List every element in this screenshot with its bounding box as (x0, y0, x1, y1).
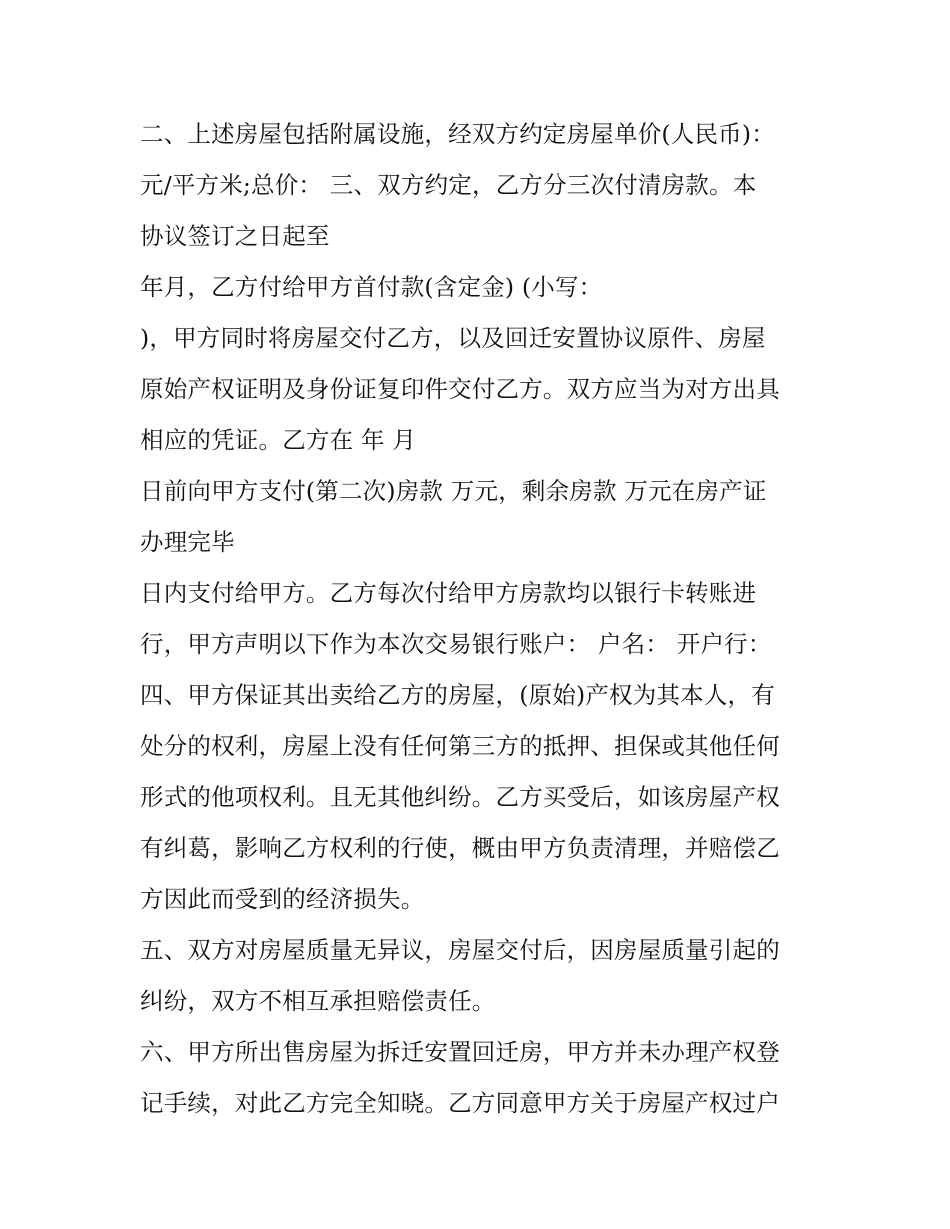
document-body (140, 109, 830, 1129)
text-line: 二、上述房屋包括附属设施，经双方约定房屋单价(人民币)： (140, 120, 775, 148)
text-line: 形式的他项权利。且无其他纠纷。乙方买受后，如该房屋产权 (140, 783, 780, 811)
text-line: 原始产权证明及身份证复印件交付乙方。双方应当为对方出具 (140, 375, 780, 403)
text-line: 办理完毕 (140, 528, 235, 556)
text-line: 协议签订之日起至 (140, 222, 330, 250)
text-line: 年月，乙方付给甲方首付款(含定金) (小写： (140, 273, 603, 301)
text-line: 日前向甲方支付(第二次)房款 万元，剩余房款 万元在房产证 (140, 477, 767, 505)
text-line: 处分的权利，房屋上没有任何第三方的抵押、担保或其他任何 (140, 732, 780, 760)
text-line: 四、甲方保证其出卖给乙方的房屋，(原始)产权为其本人，有 (140, 681, 775, 709)
text-line: 元/平方米;总价： 三、双方约定，乙方分三次付清房款。本 (140, 171, 757, 199)
text-line: )，甲方同时将房屋交付乙方，以及回迁安置协议原件、房屋 (140, 324, 766, 352)
text-line: 有纠葛，影响乙方权利的行使，概由甲方负责清理，并赔偿乙 (140, 834, 780, 862)
text-line: 六、甲方所出售房屋为拆迁安置回迁房，甲方并未办理产权登 (140, 1038, 780, 1066)
text-line: 纠纷，双方不相互承担赔偿责任。 (140, 987, 496, 1015)
text-line: 五、双方对房屋质量无异议，房屋交付后，因房屋质量引起的 (140, 936, 780, 964)
text-line: 日内支付给甲方。乙方每次付给甲方房款均以银行卡转账进 (140, 579, 757, 607)
text-line: 方因此而受到的经济损失。 (140, 885, 425, 913)
text-line: 行，甲方声明以下作为本次交易银行账户： 户名： 开户行： (140, 630, 772, 658)
text-line: 记手续，对此乙方完全知晓。乙方同意甲方关于房屋产权过户 (140, 1089, 780, 1117)
text-line: 相应的凭证。乙方在 年 月 (140, 426, 417, 454)
